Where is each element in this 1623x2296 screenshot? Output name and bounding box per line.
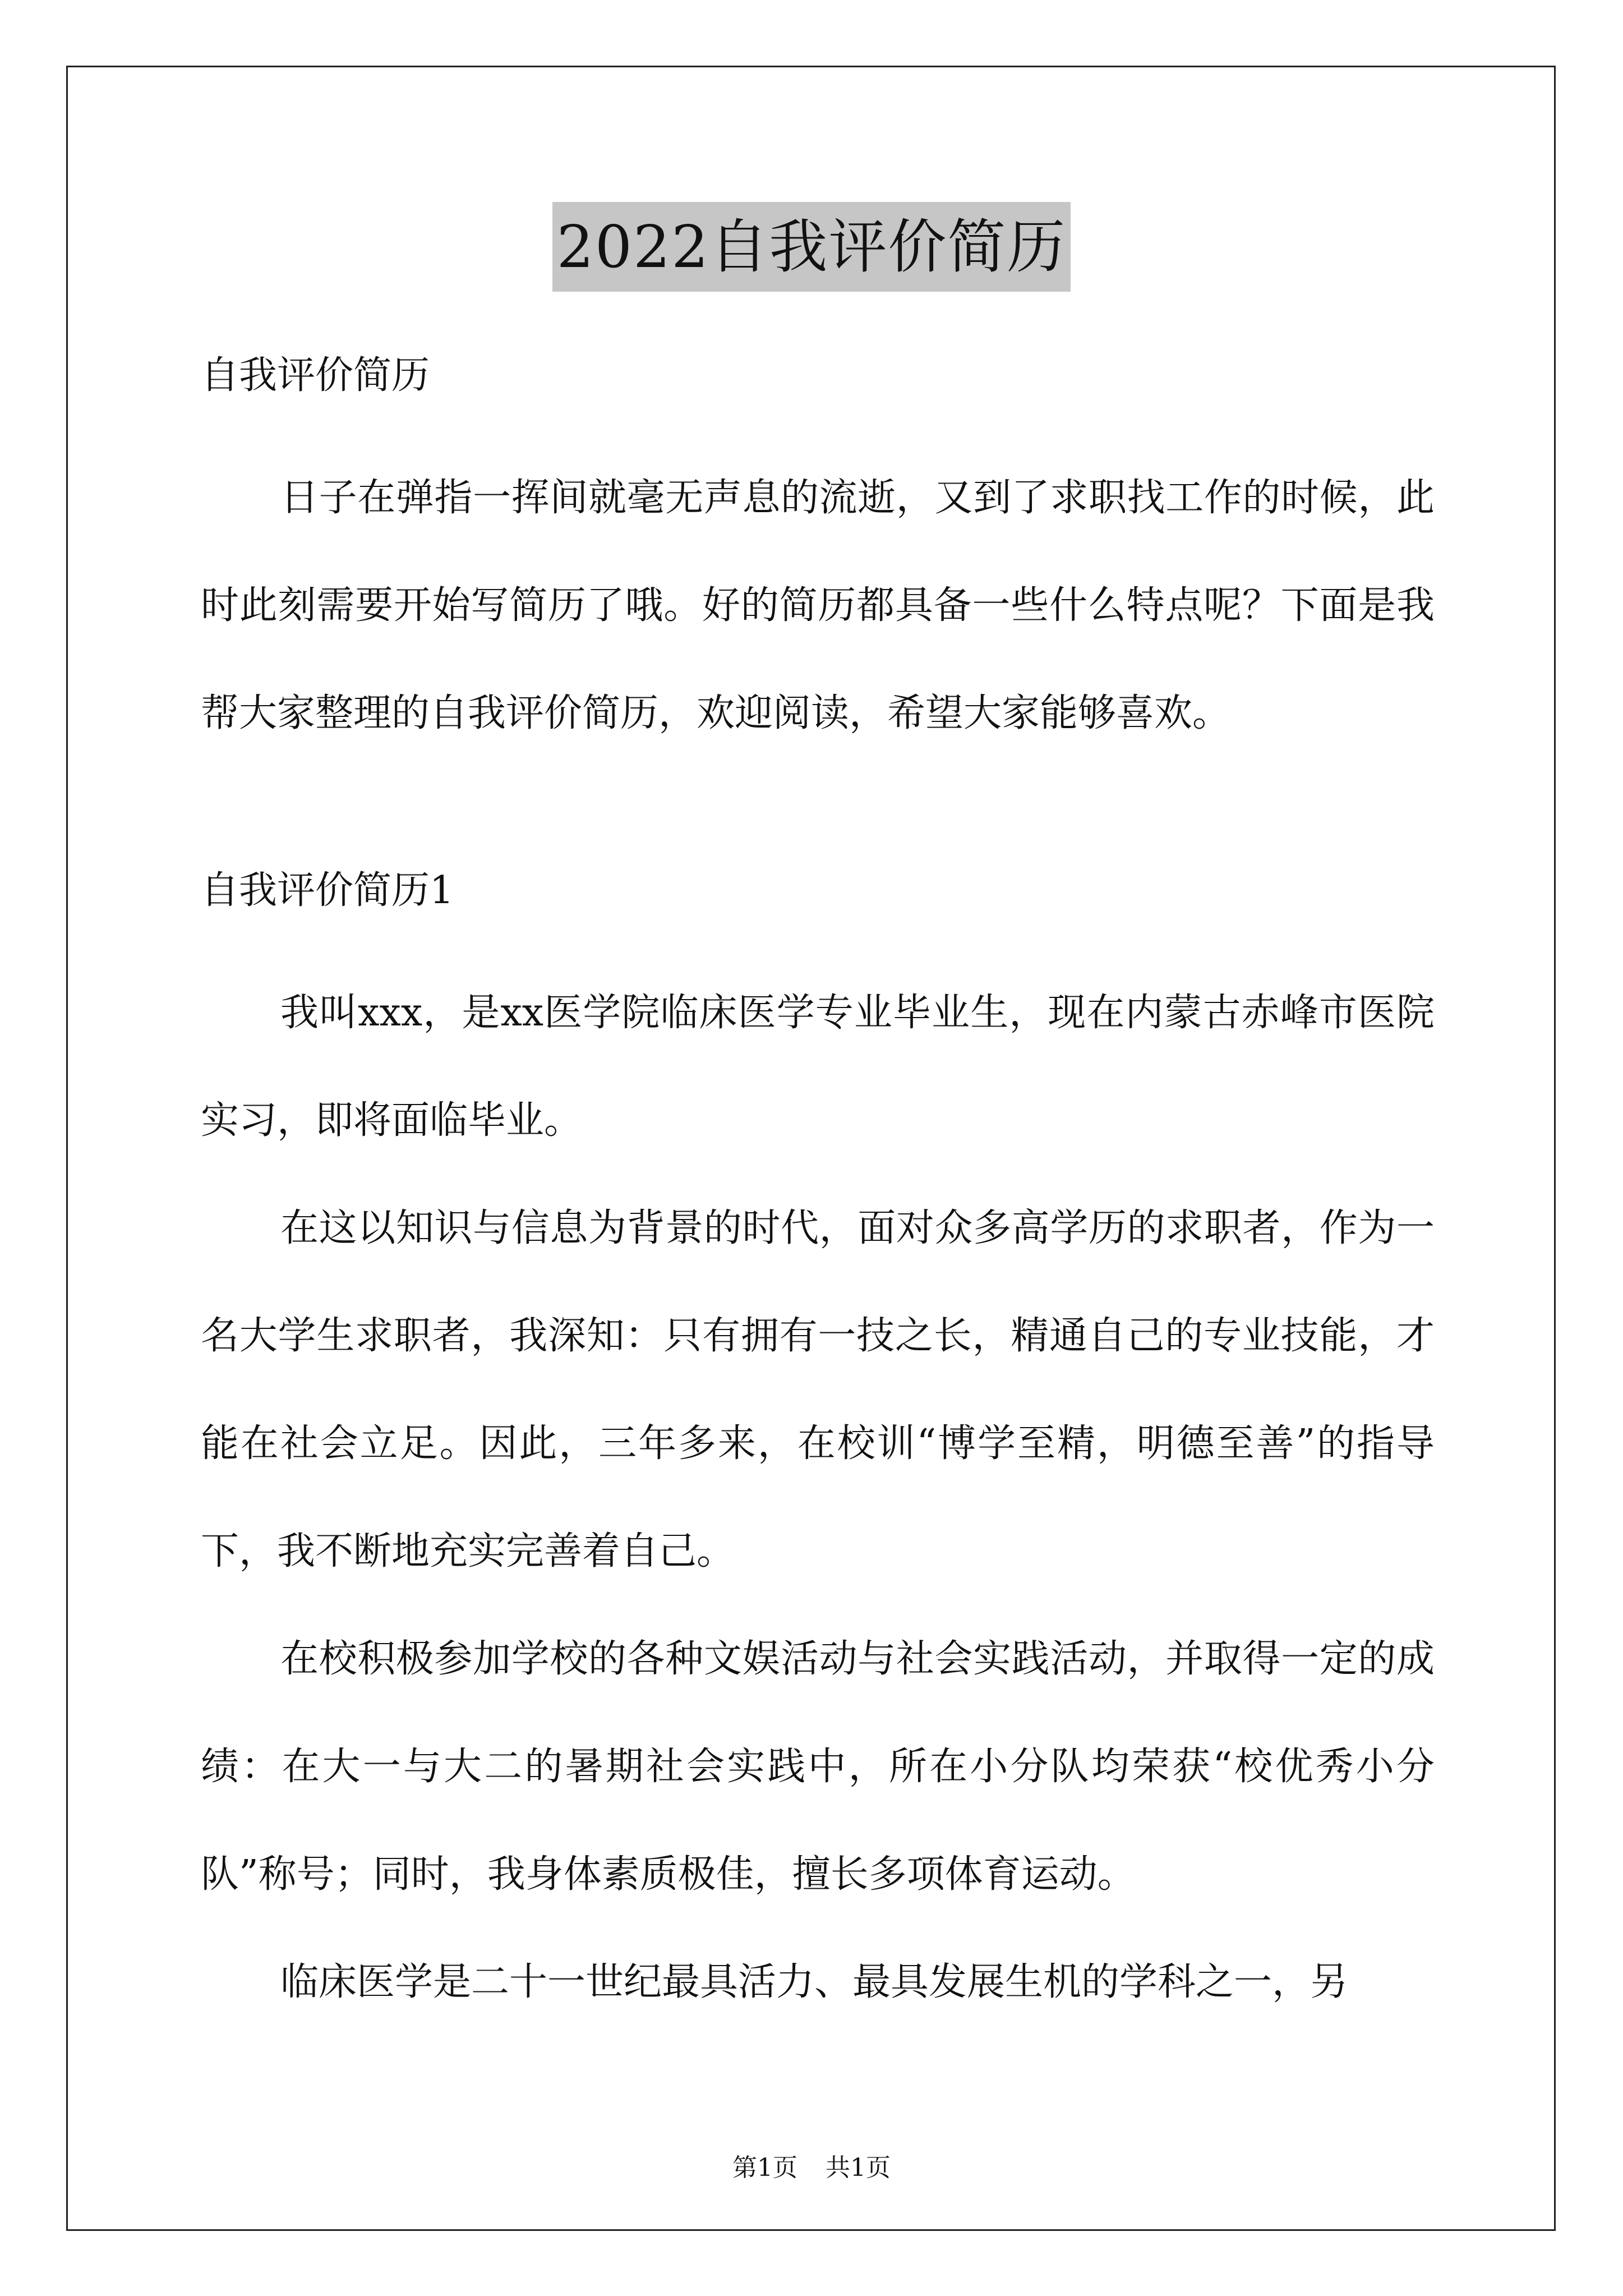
section-heading: 自我评价简历1 — [201, 868, 454, 913]
document-body — [201, 348, 1435, 2036]
section-paragraph: 在校积极参加学校的各种文娱活动与社会实践活动，并取得一定的成绩：在大一与大二的暑期社会实践中，所在小分队均荣获“校优秀小分队”称号；同时，我身体素质极佳，擅长多项体育运动。 — [201, 1637, 1435, 1897]
document-title: 2022自我评价简历 — [552, 202, 1071, 292]
section-paragraph: 临床医学是二十一世纪最具活力、最具发展生机的学科之一，另 — [280, 1960, 1349, 2004]
page-number: 第1页 — [732, 2154, 797, 2182]
title-container — [0, 202, 1623, 292]
section-paragraph: 我叫xxx，是xx医学院临床医学专业毕业生，现在内蒙古赤峰市医院实习，即将面临毕业。 — [201, 991, 1435, 1143]
intro-heading: 自我评价简历 — [201, 353, 430, 398]
section-paragraph: 在这以知识与信息为背景的时代，面对众多高学历的求职者，作为一名大学生求职者，我深知：只有拥有一技之长，精通自己的专业技能，才能在社会立足。因此，三年多来，在校训“博学至精，明德至善”的指导下，我不断地充实完善着自己。 — [201, 1206, 1435, 1573]
page-total: 共1页 — [826, 2154, 891, 2182]
intro-paragraph: 日子在弹指一挥间就毫无声息的流逝，又到了求职找工作的时候，此时此刻需要开始写简历了哦。好的简历都具备一些什么特点呢？下面是我帮大家整理的自我评价简历，欢迎阅读，希望大家能够喜欢。 — [201, 476, 1435, 735]
page-footer — [0, 2151, 1623, 2185]
